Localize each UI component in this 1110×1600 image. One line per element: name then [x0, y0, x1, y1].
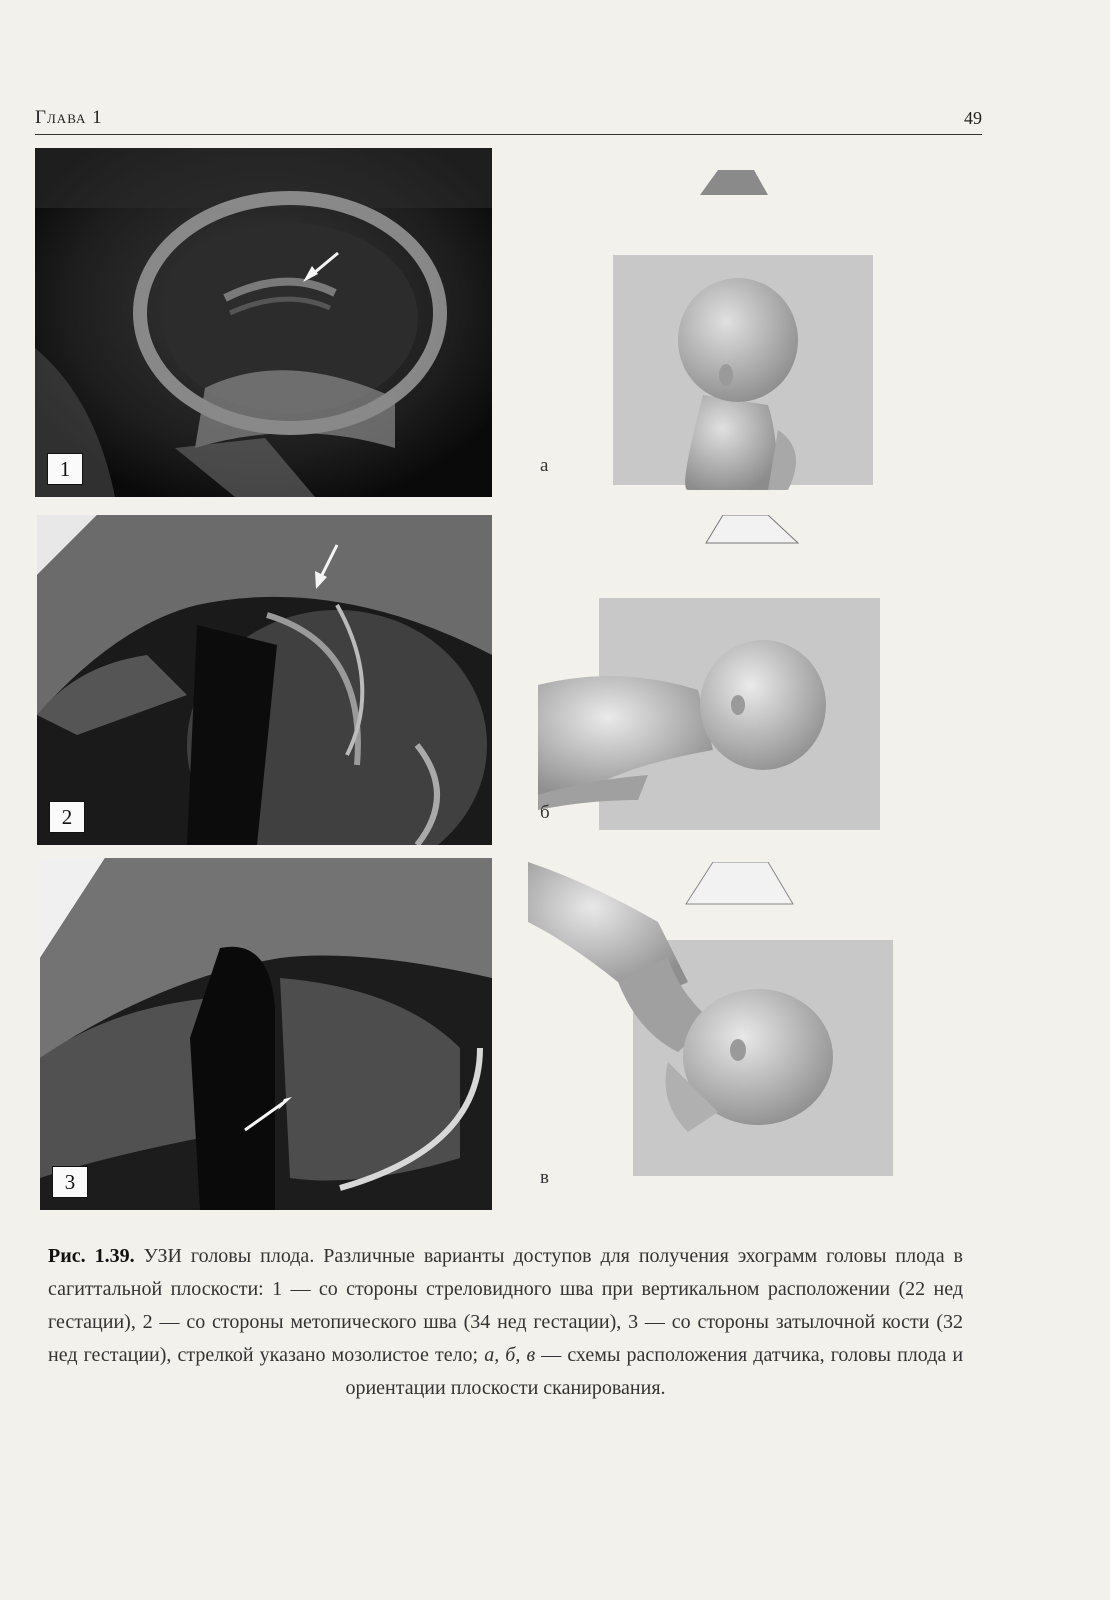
diagram-letter-c: в: [540, 1167, 549, 1188]
fetus-horizontal-graphic: [528, 515, 898, 850]
running-head: [35, 106, 982, 135]
ultrasound-2-graphic: [37, 515, 492, 845]
diagram-letter-a: а: [540, 455, 549, 476]
ultrasound-image-2: [37, 515, 492, 845]
panel-number-2: 2: [49, 801, 85, 833]
chapter-title: Глава 1: [35, 107, 103, 128]
figure-label: Рис. 1.39.: [48, 1245, 135, 1267]
figure-caption: [48, 1240, 963, 1405]
ultrasound-3-graphic: [40, 858, 492, 1210]
fetus-vertical-graphic: [528, 160, 898, 500]
page-number: 49: [964, 108, 982, 128]
panel-number-3: 3: [52, 1166, 88, 1198]
ultrasound-1-graphic: [35, 148, 492, 497]
panel-number-1: 1: [47, 453, 83, 485]
diagram-letter-b: б: [540, 802, 550, 823]
diagram-a: [528, 160, 898, 500]
diagram-c: [528, 862, 898, 1202]
ultrasound-image-1: [35, 148, 492, 497]
diagram-b: [528, 515, 898, 850]
caption-text-2: — схемы расположения датчика, головы плода и ориентации плоскости сканирования.: [345, 1344, 964, 1399]
ultrasound-image-3: [40, 858, 492, 1210]
caption-letters: а, б, в: [484, 1344, 536, 1366]
caption-text-1: УЗИ головы плода. Различные варианты доступов для получения эхограмм головы плода в сагиттальной плоскости: 1 — со стороны стреловидного шва при вертикальном расположении (22 нед гестации), 2 — со стороны метопического шва (34 нед гестации), 3 — со стороны затылочной кости (32 нед гестации), стрелкой указано мозолистое тело;: [48, 1245, 963, 1366]
fetus-tilted-graphic: [528, 862, 898, 1202]
